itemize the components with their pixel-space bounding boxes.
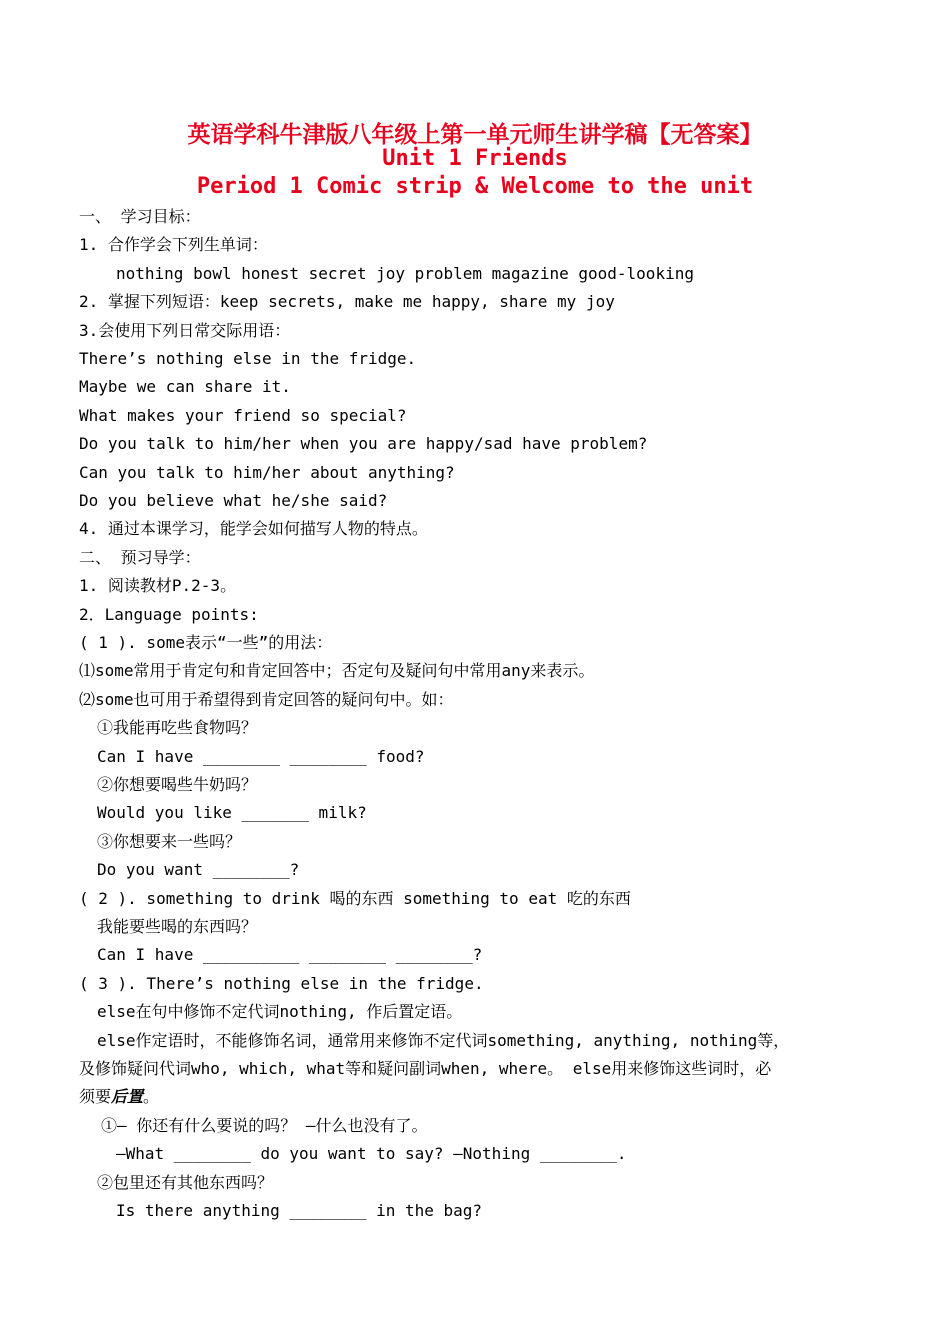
point-3-explanation: 及修饰疑问代词who, which, what等和疑问副词when, where。 else用来修饰这些词时，必 [79, 1059, 772, 1078]
expression-line: Maybe we can share it. [79, 377, 291, 396]
exercise-prompt: ①— 你还有什么要说的吗？ —什么也没有了。 [101, 1116, 428, 1135]
exercise-blank-line: Is there anything ________ in the bag? [116, 1201, 483, 1220]
exercise-blank-line: Can I have ________ ________ food? [97, 747, 425, 766]
point-3-explanation: else作定语时，不能修饰名词，通常用来修饰不定代词something, anything, nothing等， [97, 1031, 790, 1050]
point-3-explanation: else在句中修饰不定代词nothing, 作后置定语。 [97, 1002, 463, 1021]
point-2-heading: ( 2 ). something to drink 喝的东西 something to eat 吃的东西 [79, 889, 631, 908]
expression-line: There’s nothing else in the fridge. [79, 349, 417, 368]
point-1-rule-1: ⑴some常用于肯定句和肯定回答中；否定句及疑问句中常用any来表示。 [79, 661, 595, 680]
period-title: Period 1 Comic strip & Welcome to the unit [196, 174, 754, 199]
exercise-blank-line: Would you like _______ milk? [97, 803, 367, 822]
point-1-heading: ( 1 ). some表示“一些”的用法： [79, 633, 333, 652]
expression-line: Do you believe what he/she said? [79, 491, 388, 510]
preview-step-2: 2．Language points: [79, 605, 259, 624]
text-run: 。 [143, 1087, 160, 1106]
exercise-prompt: 我能要些喝的东西吗？ [97, 917, 258, 936]
exercise-prompt: ③你想要来一些吗？ [97, 832, 242, 851]
objective-2: 2. 掌握下列短语：keep secrets, make me happy, share my joy [79, 292, 615, 311]
objective-3: 3.会使用下列日常交际用语： [79, 321, 291, 340]
exercise-blank-line: Can I have __________ ________ ________? [97, 945, 483, 964]
exercise-prompt: ①我能再吃些食物吗？ [97, 718, 258, 737]
unit-title: Unit 1 Friends [382, 146, 568, 171]
section-heading-objectives: 一、 学习目标： [79, 207, 201, 226]
text-run: 须要 [79, 1087, 112, 1106]
emphasis-text: 后置 [111, 1087, 144, 1106]
point-1-rule-2: ⑵some也可用于希望得到肯定回答的疑问句中。如： [79, 690, 454, 709]
preview-step-1: 1. 阅读教材P.2-3。 [79, 576, 237, 595]
expression-line: What makes your friend so special? [79, 406, 407, 425]
vocabulary-list: nothing bowl honest secret joy problem magazine good-looking [116, 264, 694, 283]
exercise-prompt: ②你想要喝些牛奶吗？ [97, 775, 258, 794]
objective-1: 1. 合作学会下列生单词： [79, 235, 268, 254]
expression-line: Do you talk to him/her when you are happy/sad have problem? [79, 434, 648, 453]
point-3-explanation-end [79, 1087, 159, 1107]
exercise-prompt: ②包里还有其他东西吗？ [97, 1173, 274, 1192]
objective-4: 4. 通过本课学习，能学会如何描写人物的特点。 [79, 519, 428, 538]
expression-line: Can you talk to him/her about anything? [79, 463, 455, 482]
document-title: 英语学科牛津版八年级上第一单元师生讲学稿【无答案】 [187, 121, 763, 148]
exercise-blank-line: —What ________ do you want to say? —Nothing ________. [116, 1144, 627, 1163]
exercise-blank-line: Do you want ________? [97, 860, 300, 879]
section-heading-preview: 二、 预习导学： [79, 548, 201, 567]
point-3-heading: ( 3 ). There’s nothing else in the fridge. [79, 974, 484, 993]
